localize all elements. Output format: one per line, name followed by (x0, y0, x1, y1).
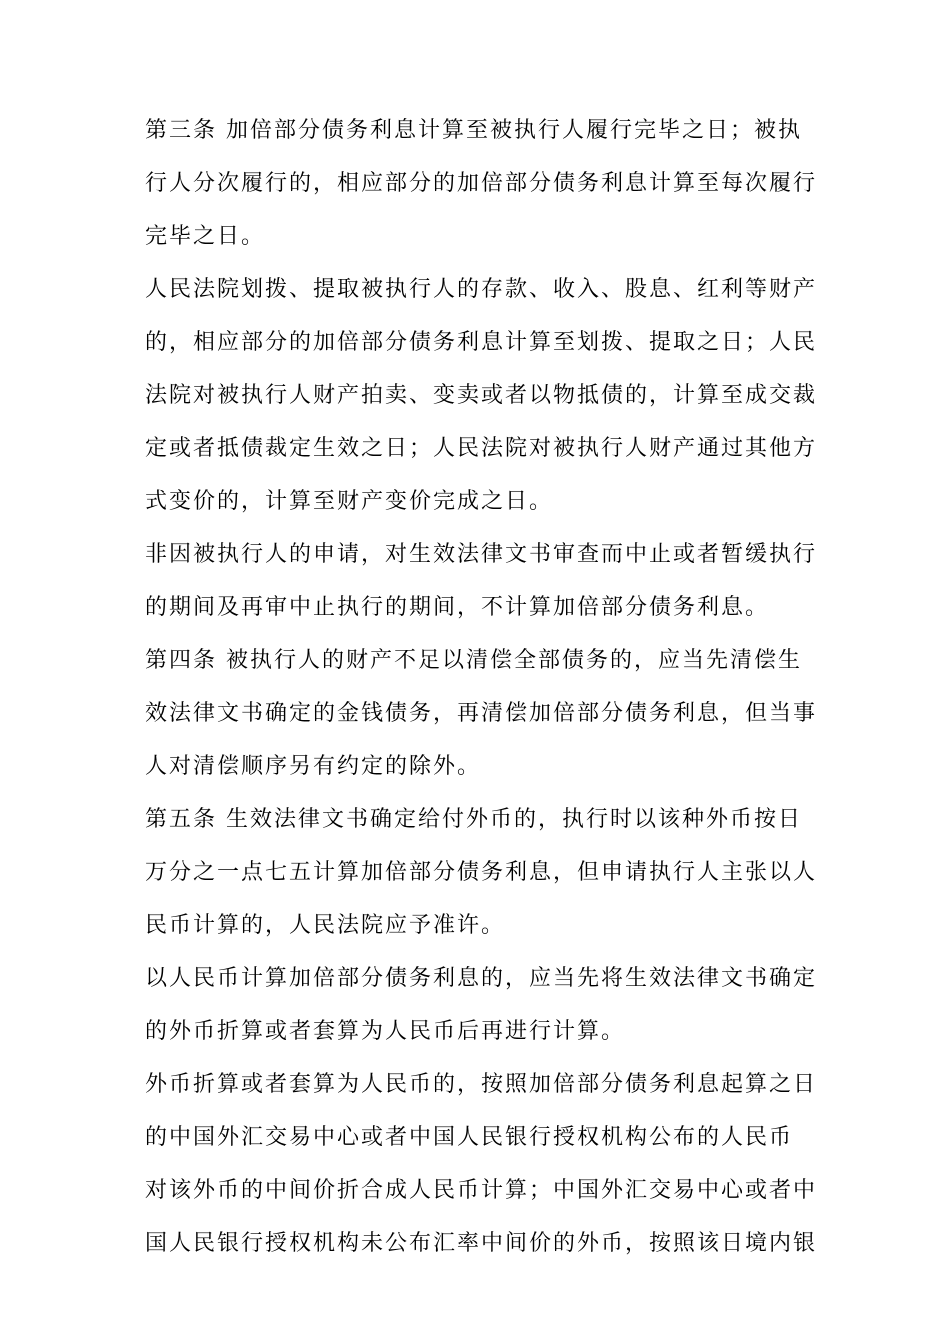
text-line: 的中国外汇交易中心或者中国人民银行授权机构公布的人民币 (145, 1125, 794, 1150)
text-line: 行人分次履行的，相应部分的加倍部分债务利息计算至每次履行 (145, 171, 818, 196)
text-line: 国人民银行授权机构未公布汇率中间价的外币，按照该日境内银 (145, 1231, 818, 1256)
text-line: 人民法院划拨、提取被执行人的存款、收入、股息、红利等财产 (145, 277, 818, 302)
text-line: 以人民币计算加倍部分债务利息的，应当先将生效法律文书确定 (145, 966, 818, 991)
text-line: 外币折算或者套算为人民币的，按照加倍部分债务利息起算之日 (145, 1072, 818, 1097)
text-line: 法院对被执行人财产拍卖、变卖或者以物抵债的，计算至成交裁 (145, 383, 818, 408)
paragraph-court-deduction (145, 263, 818, 528)
text-line: 民币计算的，人民法院应予准许。 (145, 913, 506, 938)
text-line: 人对清偿顺序另有约定的除外。 (145, 754, 482, 779)
text-line: 完毕之日。 (145, 224, 266, 249)
text-line: 第四条 被执行人的财产不足以清偿全部债务的，应当先清偿生 (145, 648, 802, 673)
paragraph-article-4 (145, 634, 818, 793)
document-body (145, 104, 818, 1270)
paragraph-rmb-calculation (145, 952, 818, 1058)
text-line: 的期间及再审中止执行的期间，不计算加倍部分债务利息。 (145, 595, 770, 620)
text-line: 式变价的，计算至财产变价完成之日。 (145, 489, 554, 514)
text-line: 万分之一点七五计算加倍部分债务利息，但申请执行人主张以人 (145, 860, 818, 885)
paragraph-currency-conversion (145, 1058, 818, 1270)
text-line: 第五条 生效法律文书确定给付外币的，执行时以该种外币按日 (145, 807, 802, 832)
text-line: 效法律文书确定的金钱债务，再清偿加倍部分债务利息，但当事 (145, 701, 818, 726)
paragraph-article-5 (145, 793, 818, 952)
text-line: 定或者抵债裁定生效之日；人民法院对被执行人财产通过其他方 (145, 436, 818, 461)
text-line: 非因被执行人的申请，对生效法律文书审查而中止或者暂缓执行 (145, 542, 818, 567)
text-line: 的外币折算或者套算为人民币后再进行计算。 (145, 1019, 626, 1044)
text-line: 对该外币的中间价折合成人民币计算；中国外汇交易中心或者中 (145, 1178, 818, 1203)
text-line: 的，相应部分的加倍部分债务利息计算至划拨、提取之日；人民 (145, 330, 818, 355)
paragraph-article-3 (145, 104, 818, 263)
text-line: 第三条 加倍部分债务利息计算至被执行人履行完毕之日；被执 (145, 118, 802, 143)
paragraph-suspension-period (145, 528, 818, 634)
